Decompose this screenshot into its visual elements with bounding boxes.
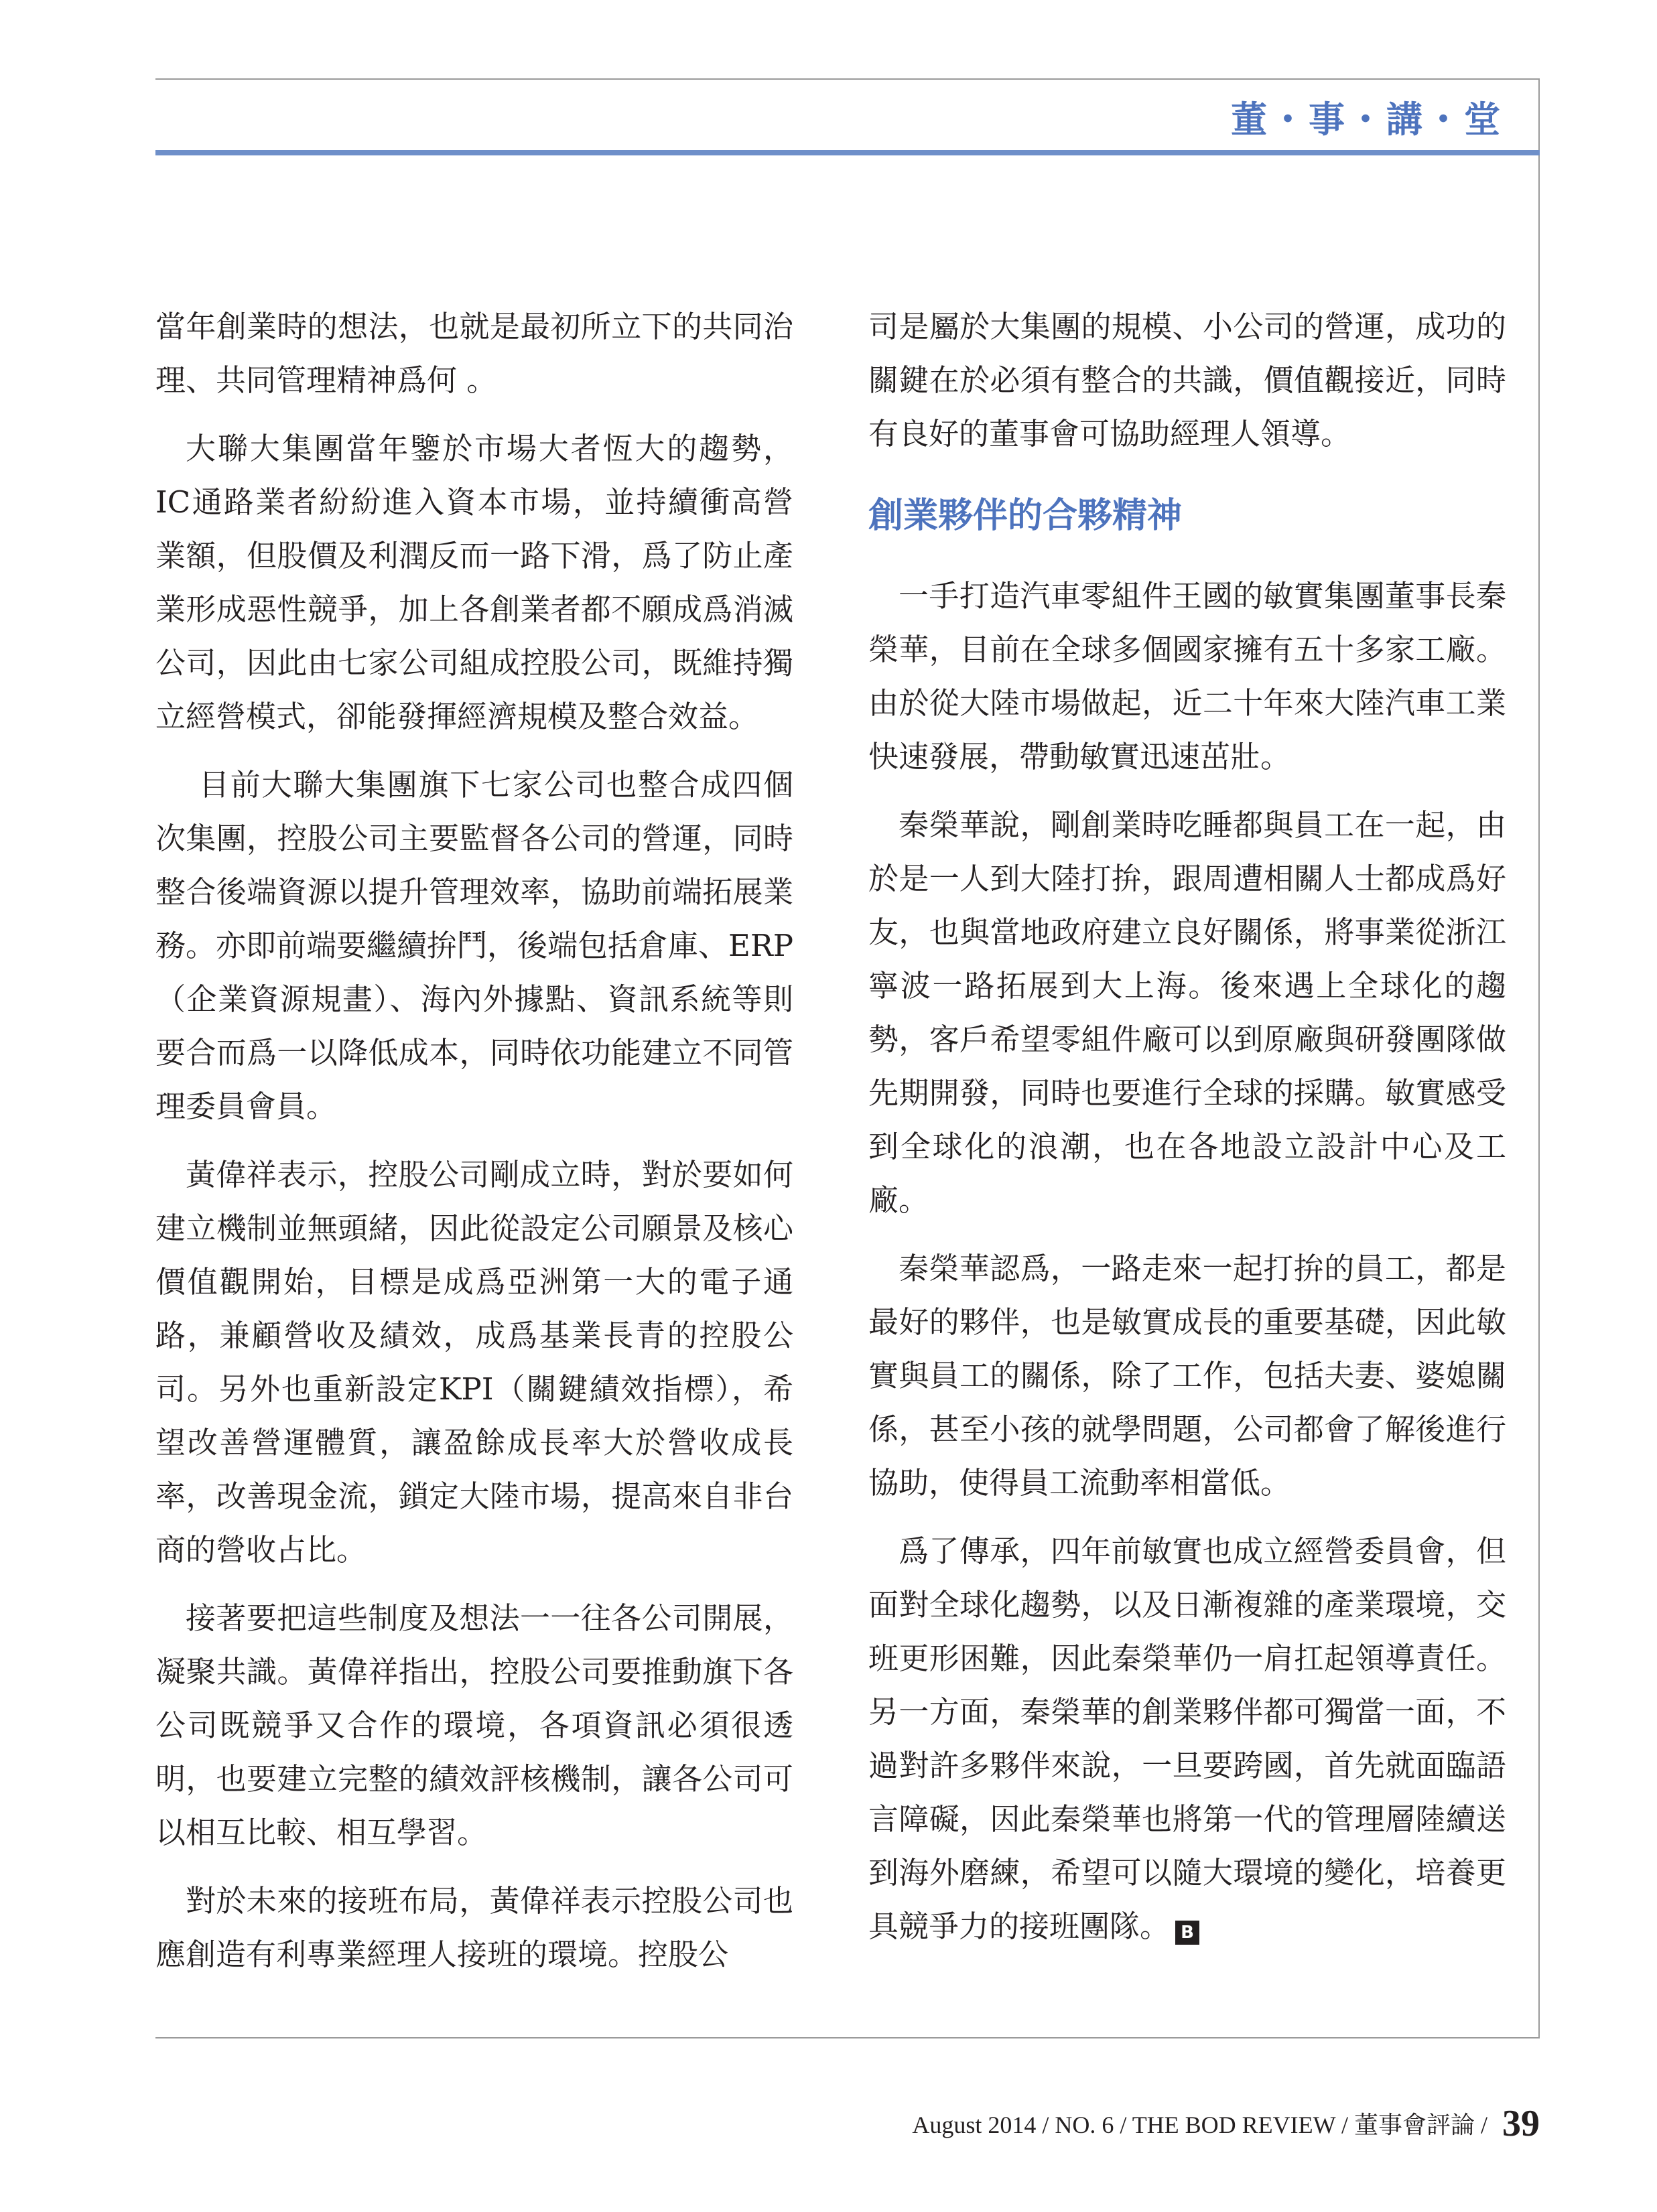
last-paragraph: [868, 1525, 1506, 1953]
paragraph: 大聯大集團當年鑒於市場大者恆大的趨勢，IC通路業者紛紛進入資本市場，並持續衝高營業額，但股價及利潤反而一路下滑，爲了防止產業形成惡性競爭，加上各創業者都不願成爲消滅公司，因此由七家公司組成控股公司，既維持獨立經營模式，卻能發揮經濟規模及整合效益。: [155, 431, 793, 734]
issue-line: August 2014 / NO. 6 / THE BOD REVIEW / 董事會評論 /: [912, 2112, 1487, 2138]
page-frame-right: [1538, 78, 1540, 2038]
section-label: 董・事・講・堂: [1231, 98, 1503, 141]
header-rule: [155, 150, 1540, 155]
paragraph: 秦榮華說，剛創業時吃睡都與員工在一起，由於是一人到大陸打拚，跟周遭相關人士都成爲好友，也與當地政府建立良好關係，將事業從浙江寧波一路拓展到大上海。後來遇上全球化的趨勢，客戶希望零組件廠可以到原廠與研發團隊做先期開發，同時也要進行全球的採購。敏實感受到全球化的浪潮，也在各地設立設計中心及工廠。: [868, 807, 1506, 1218]
paragraph: 一手打造汽車零組件王國的敏實集團董事長秦榮華，目前在全球多個國家擁有五十多家工廠。由於從大陸市場做起，近二十年來大陸汽車工業快速發展，帶動敏實迅速茁壯。: [868, 578, 1506, 774]
left-column: [155, 300, 793, 1982]
paragraph: 對於未來的接班布局，黃偉祥表示控股公司也應創造有利專業經理人接班的環境。控股公: [155, 1883, 793, 1972]
page-footer: [912, 2102, 1540, 2145]
page-number: 39: [1502, 2103, 1540, 2144]
paragraph: 黃偉祥表示，控股公司剛成立時，對於要如何建立機制並無頭緒，因此從設定公司願景及核心價值觀開始，目標是成爲亞洲第一大的電子通路，兼顧營收及績效，成爲基業長青的控股公司。另外也重新設定KPI（關鍵績效指標），希望改善營運體質，讓盈餘成長率大於營收成長率，改善現金流，鎖定大陸市場，提高來自非台商的營收占比。: [155, 1157, 793, 1568]
paragraph: 目前大聯大集團旗下七家公司也整合成四個次集團，控股公司主要監督各公司的營運，同時整合後端資源以提升管理效率，協助前端拓展業務。亦即前端要繼續拚鬥，後端包括倉庫、ERP（企業資源規畫）、海內外據點、資訊系統等則要合而爲一以降低成本，同時依功能建立不同管理委員會員。: [155, 767, 794, 1124]
page-frame-bottom: [155, 2037, 1540, 2038]
paragraph: 當年創業時的想法，也就是最初所立下的共同治理、共同管理精神爲何 。: [155, 309, 793, 398]
paragraph: 司是屬於大集團的規模、小公司的營運，成功的關鍵在於必須有整合的共識，價值觀接近，同時有良好的董事會可協助經理人領導。: [868, 309, 1506, 452]
section-heading: 創業夥伴的合夥精神: [868, 496, 1183, 536]
paragraph: 接著要把這些制度及想法一一往各公司開展，凝聚共識。黃偉祥指出，控股公司要推動旗下各公司既競爭又合作的環境，各項資訊必須很透明，也要建立完整的績效評核機制，讓各公司可以相互比較、相互學習。: [155, 1600, 793, 1850]
right-column: [868, 300, 1506, 1953]
paragraph-text: 爲了傳承，四年前敏實也成立經營委員會，但面對全球化趨勢，以及日漸複雜的產業環境，交班更形困難，因此秦榮華仍一肩扛起領導責任。另一方面，秦榮華的創業夥伴都可獨當一面，不過對許多夥伴來說，一旦要跨國，首先就面臨語言障礙，因此秦榮華也將第一代的管理層陸續送到海外磨練，希望可以隨大環境的變化，培養更具競爭力的接班團隊。: [868, 1533, 1506, 1944]
end-mark-icon: B: [1175, 1921, 1199, 1945]
paragraph: 秦榮華認爲，一路走來一起打拚的員工，都是最好的夥伴，也是敏實成長的重要基礎，因此敏實與員工的關係，除了工作，包括夫妻、婆媳關係，甚至小孩的就學問題，公司都會了解後進行協助，使得員工流動率相當低。: [868, 1251, 1506, 1501]
page-frame-top: [155, 78, 1540, 80]
